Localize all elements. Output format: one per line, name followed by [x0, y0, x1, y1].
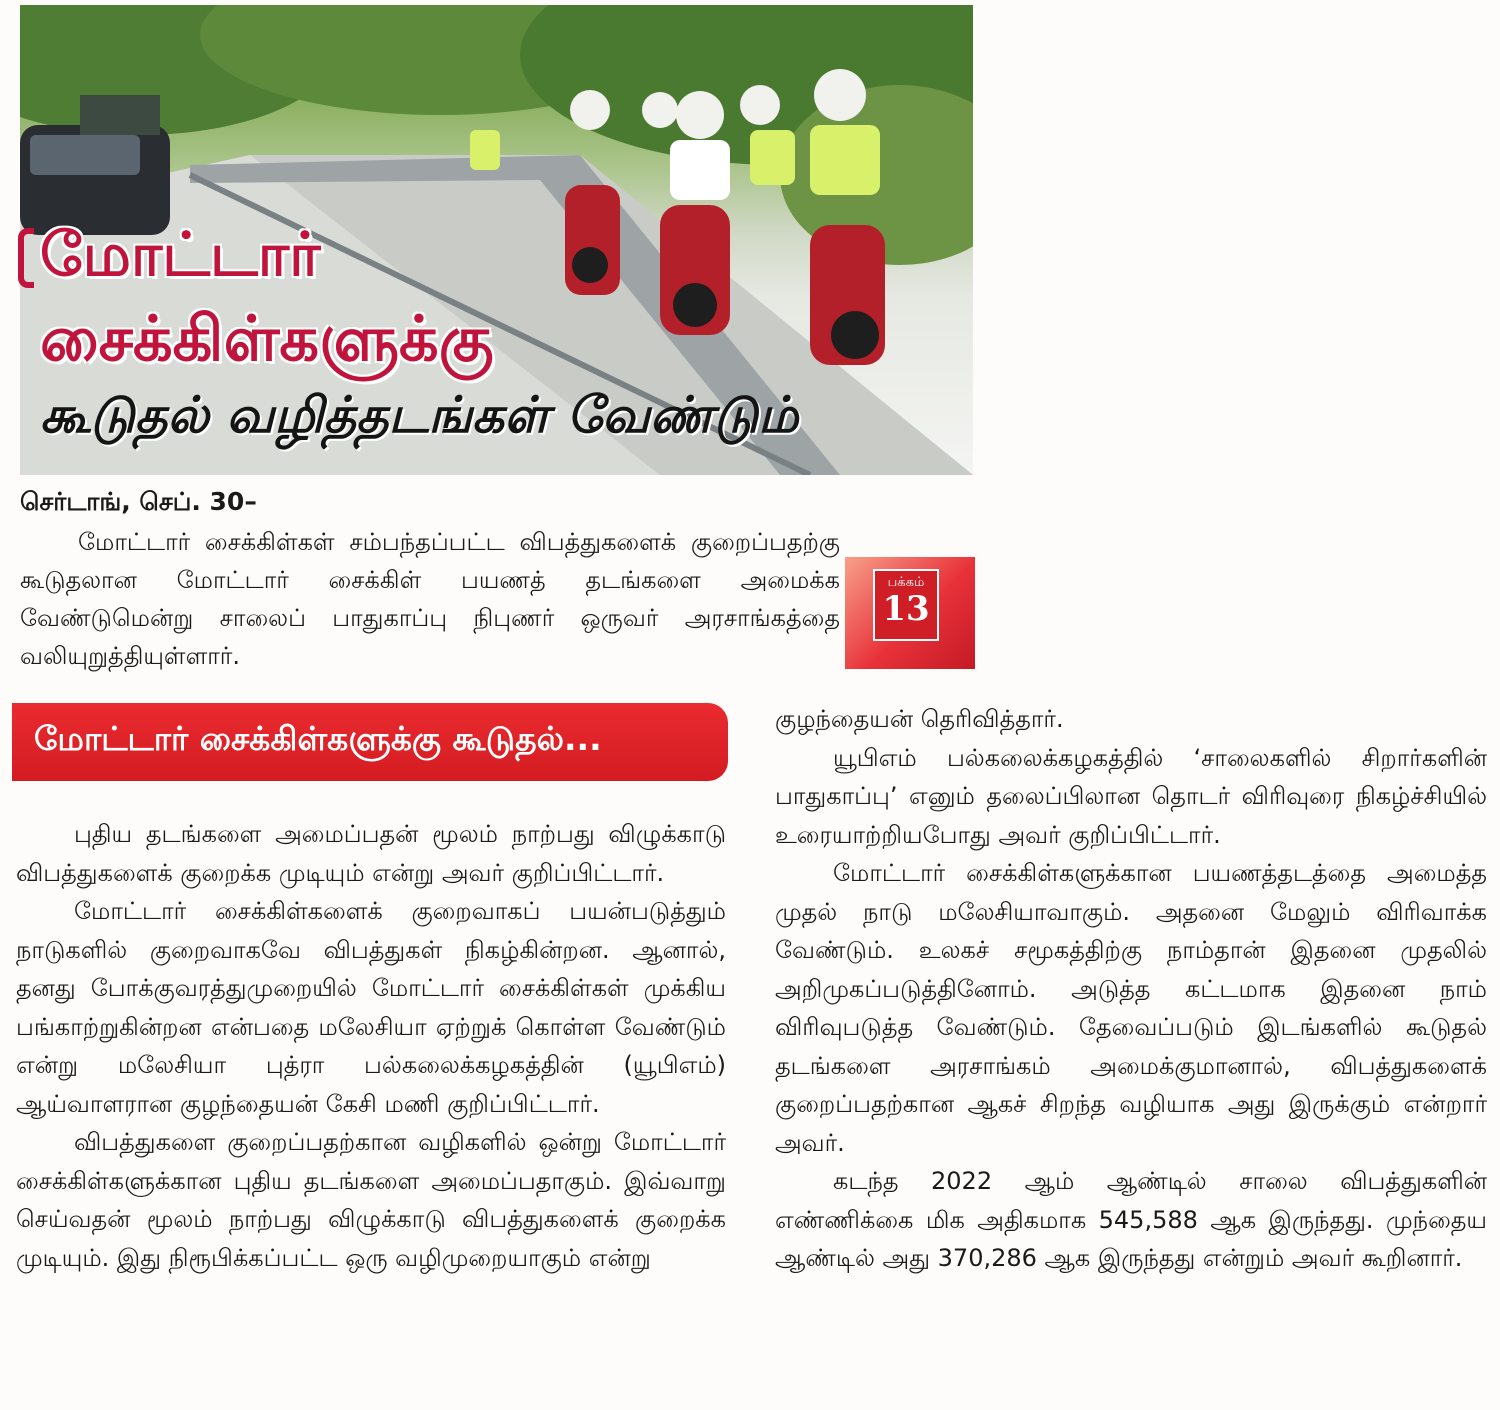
left-paragraph-1: புதிய தடங்களை அமைப்பதன் மூலம் நாற்பது விழுக்காடு விபத்துகளைக் குறைக்க முடியும் என்று அவர் குறிப்பிட்டார். — [16, 820, 726, 887]
right-column — [775, 700, 1487, 1278]
left-paragraph-2: மோட்டார் சைக்கிள்களைக் குறைவாகப் பயன்படுத்தும் நாடுகளில் குறைவாகவே விபத்துகள் நிகழ்கின்றன. ஆனால், தனது போக்குவரத்துமுறையில் மோட்டார் சைக்கிள்கள் முக்கிய பங்காற்றுகின்றன என்பதை மலேசியா ஏற்றுக் கொள்ள வேண்டும் என்று மலேசியா புத்ரா பல்கலைக்கழகத்தின் (யூபிஎம்) ஆய்வாளரான குழந்தையன் கேசி மணி குறிப்பிட்டார். — [16, 897, 726, 1118]
headline-line-1: மோட்டார் — [40, 220, 321, 290]
page-reference-box — [873, 569, 939, 641]
headline-line-3: கூடுதல் வழித்தடங்கள் வேண்டும் — [40, 385, 799, 444]
left-paragraph-3: விபத்துகளை குறைப்பதற்கான வழிகளில் ஒன்று மோட்டார் சைக்கிள்களுக்கான புதிய தடங்களை அமைப்பதாகும். இவ்வாறு செய்வதன் மூலம் நாற்பது விழுக்காடு விபத்துகளைக் குறைக்க முடியும். இது நிரூபிக்கப்பட்ட ஒரு வழிமுறையாகும் என்று — [16, 1128, 726, 1272]
left-column — [16, 815, 726, 1277]
right-paragraph-4: கடந்த 2022 ஆம் ஆண்டில் சாலை விபத்துகளின் எண்ணிக்கை மிக அதிகமாக 545,588 ஆக இருந்தது. முந்தைய ஆண்டில் அது 370,286 ஆக இருந்தது என்றும் அவர் கூறினார். — [775, 1167, 1487, 1272]
page-reference-badge — [845, 557, 975, 669]
lead-paragraph — [20, 523, 840, 675]
lead-text: மோட்டார் சைக்கிள்கள் சம்பந்தப்பட்ட விபத்துகளைக் குறைப்பதற்கு கூடுதலான மோட்டார் சைக்கிள் பயணத் தடங்களை அமைக்க வேண்டுமென்று சாலைப் பாதுகாப்பு நிபுணர் ஒருவர் அரசாங்கத்தை வலியுறுத்தியுள்ளார். — [20, 528, 840, 670]
right-paragraph-3: மோட்டார் சைக்கிள்களுக்கான பயணத்தடத்தை அமைத்த முதல் நாடு மலேசியாவாகும். அதனை மேலும் விரிவாக்க வேண்டும். உலகச் சமூகத்திற்கு நாம்தான் இதனை முதலில் அறிமுகப்படுத்தினோம். அடுத்த கட்டமாக இதனை நாம் விரிவுபடுத்த வேண்டும். தேவைப்படும் இடங்களில் கூடுதல் தடங்களை அரசாங்கம் அமைக்குமானால், விபத்துகளைக் குறைப்பதற்கான ஆகச் சிறந்த வழியாக அது இருக்கும் என்றார் அவர். — [775, 859, 1487, 1157]
continuation-banner-title: மோட்டார் சைக்கிள்களுக்கு கூடுதல்... — [34, 719, 602, 758]
dateline: செர்டாங், செப். 30– — [20, 487, 257, 516]
headline-bracket-decoration — [18, 228, 34, 288]
right-paragraph-2: யூபிஎம் பல்கலைக்கழகத்தில் ‘சாலைகளில் சிறார்களின் பாதுகாப்பு’ எனும் தலைப்பிலான தொடர் விரிவுரை நிகழ்ச்சியில் உரையாற்றியபோது அவர் குறிப்பிட்டார். — [775, 743, 1487, 849]
continuation-banner — [12, 703, 728, 781]
page-reference-number: 13 — [882, 589, 930, 629]
right-paragraph-1: குழந்தையன் தெரிவித்தார். — [775, 705, 1064, 733]
page-reference-label: பக்கம் — [887, 575, 925, 590]
headline-line-2: சைக்கிள்களுக்கு — [40, 302, 494, 375]
